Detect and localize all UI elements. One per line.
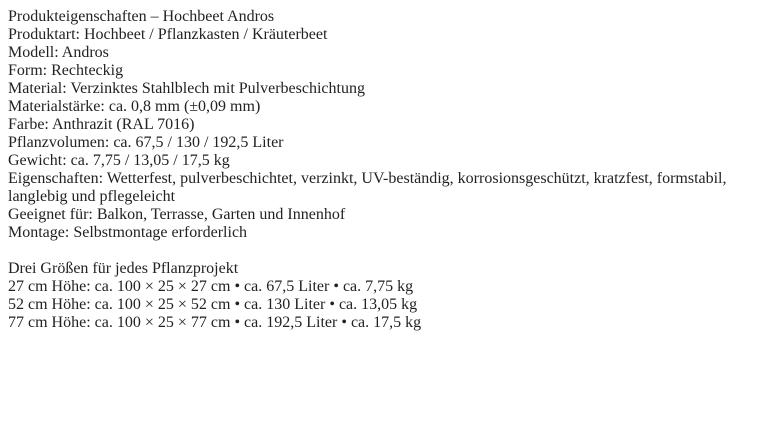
document-title: Produkteigenschaften – Hochbeet Andros	[8, 8, 275, 25]
property-material: Material: Verzinktes Stahlblech mit Pulverbeschichtung	[8, 80, 365, 97]
property-assembly: Montage: Selbstmontage erforderlich	[8, 224, 248, 241]
property-color: Farbe: Anthrazit (RAL 7016)	[8, 116, 195, 133]
property-suitable-for: Geeignet für: Balkon, Terrasse, Garten und Innenhof	[8, 206, 346, 223]
property-shape: Form: Rechteckig	[8, 62, 124, 79]
property-weight: Gewicht: ca. 7,75 / 13,05 / 17,5 kg	[8, 152, 230, 169]
property-model: Modell: Andros	[8, 44, 109, 61]
size-row-27cm: 27 cm Höhe: ca. 100 × 25 × 27 cm • ca. 67,5 Liter • ca. 7,75 kg	[8, 278, 414, 295]
size-row-52cm: 52 cm Höhe: ca. 100 × 25 × 52 cm • ca. 130 Liter • ca. 13,05 kg	[8, 296, 418, 313]
size-row-77cm: 77 cm Höhe: ca. 100 × 25 × 77 cm • ca. 192,5 Liter • ca. 17,5 kg	[8, 314, 422, 331]
property-material-thickness: Materialstärke: ca. 0,8 mm (±0,09 mm)	[8, 98, 261, 115]
property-product-type: Produktart: Hochbeet / Pflanzkasten / Kräuterbeet	[8, 26, 328, 43]
sizes-heading: Drei Größen für jedes Pflanzprojekt	[8, 260, 239, 277]
property-plant-volume: Pflanzvolumen: ca. 67,5 / 130 / 192,5 Liter	[8, 134, 284, 151]
section-spacer	[8, 242, 772, 260]
property-features: Eigenschaften: Wetterfest, pulverbeschichtet, verzinkt, UV-beständig, korrosionsgeschützt, kratzfest, formstabil, langlebig und pflegeleicht	[8, 170, 727, 205]
